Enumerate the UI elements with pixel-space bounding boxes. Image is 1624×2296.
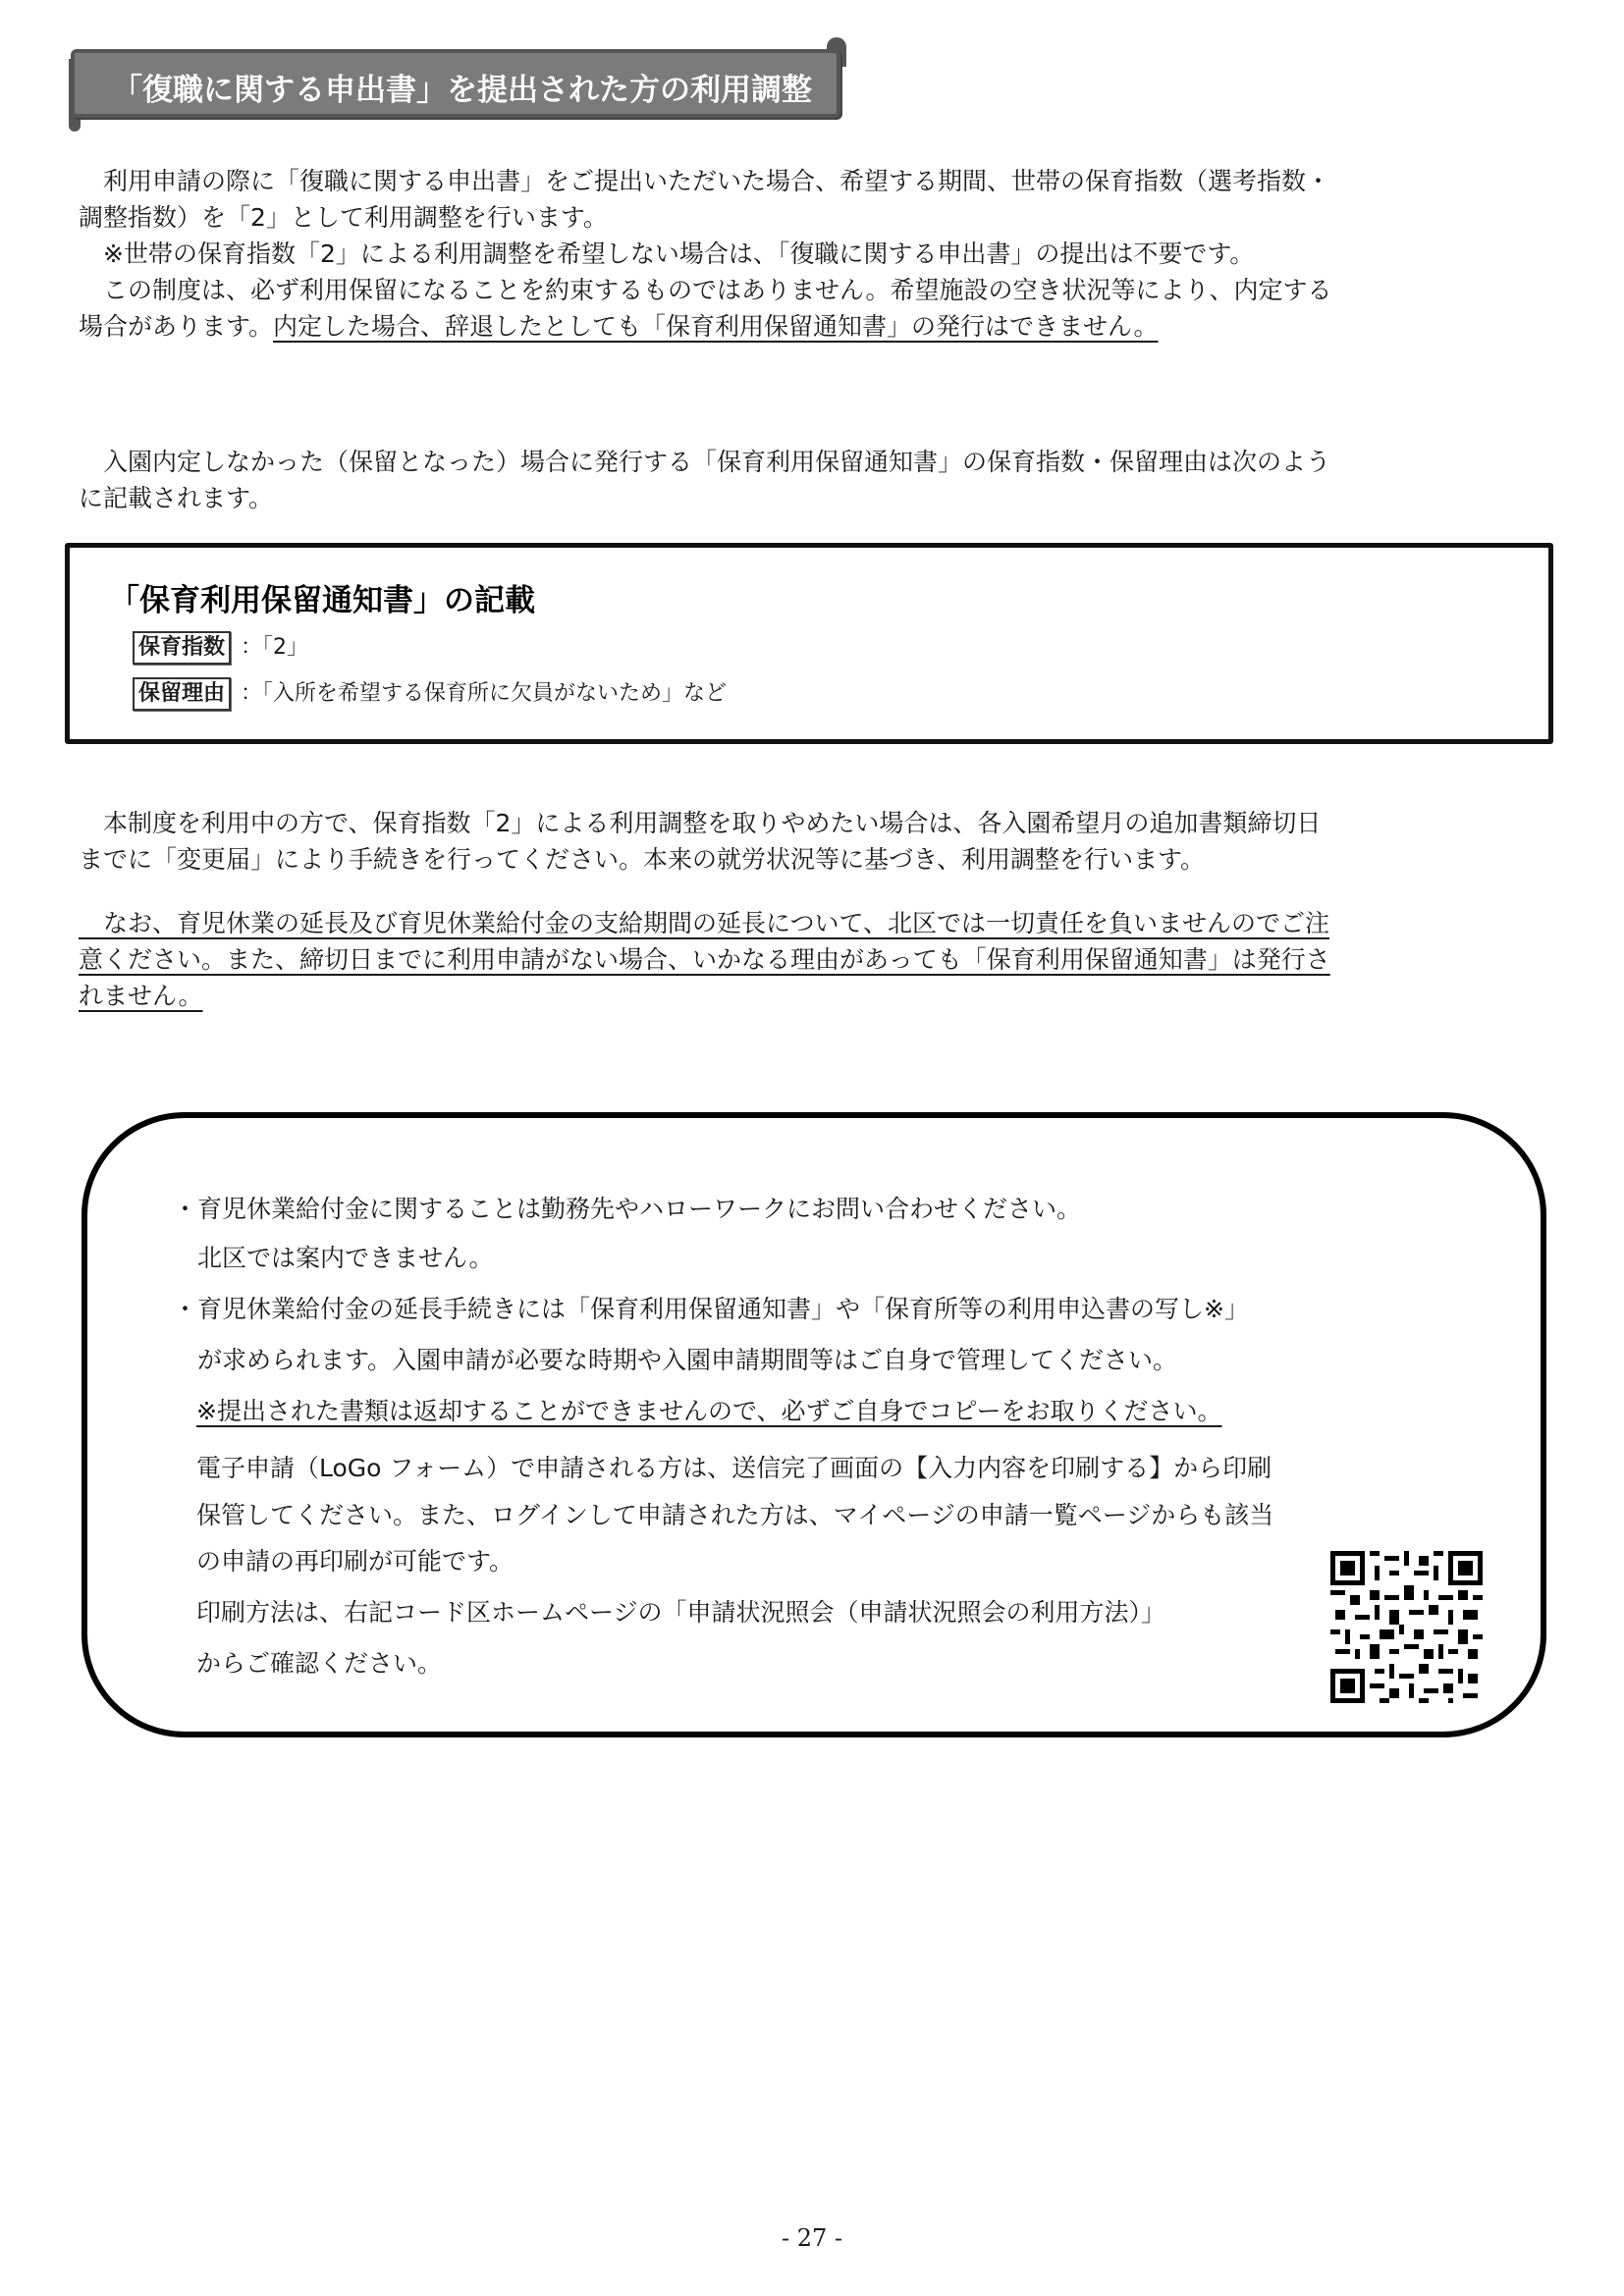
notice-row-reason	[133, 676, 727, 711]
notice-label: 保育指数	[133, 631, 231, 665]
disclaimer-paragraph	[79, 905, 1551, 1014]
notice-intro-line: 入園内定しなかった（保留となった）場合に発行する「保育利用保留通知書」の保育指数・保留理由は次のよう	[79, 448, 1331, 476]
intro-line: 調整指数）を「2」として利用調整を行います。	[79, 203, 608, 232]
notice-box-title: 「保育利用保留通知書」の記載	[109, 583, 535, 618]
notice-row-index	[133, 630, 308, 665]
disclaimer-line: れません。	[79, 982, 203, 1010]
bullet-2-line-1: ・育児休業給付金の延長手続きには「保育利用保留通知書」や「保育所等の利用申込書の写し※」	[173, 1295, 1249, 1323]
bullet-1-line-1: ・育児休業給付金に関することは勤務先やハローワークにお問い合わせください。	[173, 1195, 1082, 1223]
bullet-2-line-2: が求められます。入園申請が必要な時期や入園申請期間等はご自身で管理してください。	[173, 1346, 1178, 1374]
notice-intro-line: に記載されます。	[79, 484, 274, 512]
notice-label: 保留理由	[133, 677, 231, 711]
intro-line: ※世帯の保育指数「2」による利用調整を希望しない場合は、「復職に関する申出書」の提出は不要です。	[79, 240, 1255, 268]
change-line: 本制度を利用中の方で、保育指数「2」による利用調整を取りやめたい場合は、各入園希望月の追加書類締切日	[79, 809, 1322, 837]
warning-underlined: ※提出された書類は返却することができませんので、必ずご自身でコピーをお取りください。	[196, 1397, 1222, 1425]
disclaimer-line: 意ください。また、締切日までに利用申請がない場合、いかなる理由があっても「保育利用保留通知書」は発行さ	[79, 945, 1330, 974]
print-line-2: からご確認ください。	[196, 1649, 443, 1678]
bullet-1-line-2: 北区では案内できません。	[173, 1244, 494, 1272]
disclaimer-line: なお、育児休業の延長及び育児休業給付金の支給期間の延長について、北区では一切責任を負いませんのでご注	[79, 909, 1330, 937]
change-line: までに「変更届」により手続きを行ってください。本来の就労状況等に基づき、利用調整を行います。	[79, 845, 1206, 874]
intro-line-last	[79, 308, 1551, 345]
electronic-line-2: 保管してください。また、ログインして申請された方は、マイページの申請一覧ページからも該当	[196, 1501, 1274, 1529]
electronic-line-3: の申請の再印刷が可能です。	[196, 1547, 514, 1575]
page-number: - 27 -	[781, 2224, 842, 2252]
section-heading-banner	[71, 49, 840, 118]
change-paragraph	[79, 805, 1551, 878]
intro-plain-text: 場合があります。	[79, 312, 274, 341]
section-title: 「復職に関する申出書」を提出された方の利用調整	[112, 73, 812, 108]
intro-line: この制度は、必ず利用保留になることを約束するものではありません。希望施設の空き状況等により、内定する	[79, 276, 1332, 304]
intro-underlined-note: 内定した場合、辞退したとしても「保育利用保留通知書」の発行はできません。	[273, 312, 1159, 341]
notice-intro-paragraph	[79, 444, 1551, 516]
notice-value: ：「2」	[241, 635, 309, 660]
print-line-1: 印刷方法は、右記コード区ホームページの「申請状況照会（申請状況照会の利用方法）」	[196, 1598, 1166, 1627]
electronic-line-1: 電子申請（LoGo フォーム）で申請される方は、送信完了画面の【入力内容を印刷する】から印刷	[196, 1454, 1272, 1482]
notice-value: ：「入所を希望する保育所に欠員がないため」など	[241, 681, 728, 706]
intro-line: 利用申請の際に「復職に関する申出書」をご提出いただいた場合、希望する期間、世帯の保育指数（選考指数・	[79, 167, 1331, 195]
notice-box	[65, 543, 1553, 744]
qr-code-icon[interactable]	[1330, 1551, 1483, 1703]
intro-paragraph	[79, 163, 1551, 345]
